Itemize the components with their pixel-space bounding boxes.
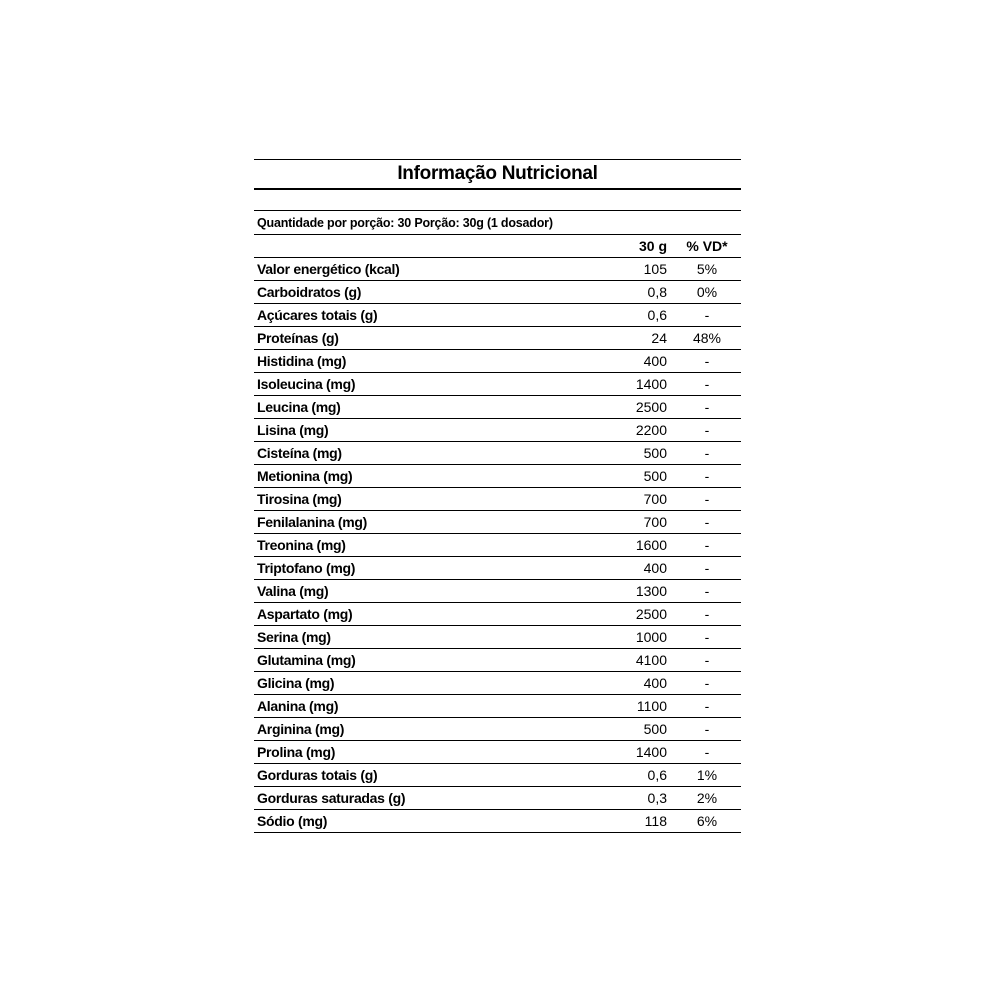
nutrient-daily-value: -: [704, 744, 710, 760]
column-header-row: [254, 235, 741, 258]
nutrient-daily-value: 48%: [692, 330, 722, 346]
nutrient-daily-value: -: [704, 675, 710, 691]
nutrient-row: [254, 419, 741, 442]
nutrient-quantity: 500: [643, 468, 667, 484]
column-header-nutrient: [254, 235, 587, 257]
nutrient-daily-value: -: [704, 560, 710, 576]
nutrient-name: Cisteína (mg): [257, 445, 342, 461]
label-title: Informação Nutricional: [254, 159, 741, 190]
nutrient-daily-value: -: [704, 537, 710, 553]
nutrient-row: [254, 281, 741, 304]
nutrient-name: Fenilalanina (mg): [257, 514, 368, 530]
nutrient-quantity: 2200: [635, 422, 667, 438]
nutrient-quantity: 1100: [636, 698, 667, 714]
nutrient-row: [254, 718, 741, 741]
nutrient-quantity: 0,6: [647, 307, 667, 323]
nutrient-quantity: 500: [643, 445, 667, 461]
nutrient-row: [254, 741, 741, 764]
nutrient-daily-value: -: [704, 376, 710, 392]
nutrient-name: Glicina (mg): [257, 675, 335, 691]
nutrient-name: Treonina (mg): [257, 537, 346, 553]
nutrient-quantity: 118: [644, 813, 667, 829]
serving-info: Quantidade por porção: 30 Porção: 30g (1 dosador): [254, 211, 741, 235]
nutrient-quantity: 400: [643, 560, 667, 576]
nutrient-daily-value: -: [704, 307, 710, 323]
nutrient-quantity: 400: [643, 675, 667, 691]
nutrient-row: [254, 557, 741, 580]
nutrient-row: [254, 488, 741, 511]
nutrient-name: Carboidratos (g): [257, 284, 362, 300]
nutrient-name: Tirosina (mg): [257, 491, 342, 507]
nutrient-row: [254, 810, 741, 833]
nutrient-quantity: 1300: [635, 583, 667, 599]
nutrient-name: Prolina (mg): [257, 744, 336, 760]
nutrient-daily-value: 1%: [696, 767, 718, 783]
nutrient-name: Lisina (mg): [257, 422, 329, 438]
nutrient-name: Gorduras saturadas (g): [257, 790, 406, 806]
nutrient-daily-value: 2%: [696, 790, 718, 806]
nutrient-name: Serina (mg): [257, 629, 331, 645]
nutrient-name: Aspartato (mg): [257, 606, 353, 622]
nutrient-quantity: 1400: [635, 744, 667, 760]
nutrient-row: [254, 373, 741, 396]
nutrient-daily-value: 5%: [696, 261, 718, 277]
nutrient-daily-value: -: [704, 353, 710, 369]
nutrition-label: [254, 159, 741, 833]
nutrient-daily-value: -: [704, 399, 710, 415]
title-spacer: [254, 190, 741, 211]
nutrient-row: [254, 350, 741, 373]
nutrient-quantity: 2500: [635, 399, 667, 415]
nutrient-daily-value: -: [704, 514, 710, 530]
nutrient-row: [254, 258, 741, 281]
nutrient-quantity: 0,8: [647, 284, 667, 300]
column-header-quantity: 30 g: [638, 238, 667, 254]
nutrient-row: [254, 603, 741, 626]
nutrient-name: Proteínas (g): [257, 330, 339, 346]
column-header-daily-value: % VD*: [686, 238, 728, 254]
nutrient-name: Metionina (mg): [257, 468, 353, 484]
nutrient-rows: [254, 258, 741, 833]
nutrient-daily-value: -: [704, 698, 710, 714]
nutrient-quantity: 700: [643, 491, 667, 507]
nutrient-daily-value: -: [704, 652, 710, 668]
nutrient-quantity: 0,3: [647, 790, 667, 806]
nutrient-row: [254, 327, 741, 350]
nutrient-name: Gorduras totais (g): [257, 767, 378, 783]
nutrient-daily-value: -: [704, 468, 710, 484]
nutrient-name: Triptofano (mg): [257, 560, 356, 576]
nutrient-row: [254, 304, 741, 327]
nutrient-daily-value: -: [704, 445, 710, 461]
nutrient-name: Valor energético (kcal): [257, 261, 400, 277]
nutrient-quantity: 4100: [635, 652, 667, 668]
nutrient-quantity: 500: [643, 721, 667, 737]
nutrient-daily-value: -: [704, 629, 710, 645]
nutrient-row: [254, 764, 741, 787]
nutrient-daily-value: -: [704, 721, 710, 737]
nutrient-quantity: 700: [643, 514, 667, 530]
nutrient-daily-value: 6%: [696, 813, 718, 829]
nutrient-row: [254, 534, 741, 557]
nutrient-daily-value: -: [704, 422, 710, 438]
nutrient-quantity: 24: [651, 330, 667, 346]
nutrient-daily-value: -: [704, 491, 710, 507]
nutrient-quantity: 1000: [635, 629, 667, 645]
nutrient-row: [254, 580, 741, 603]
nutrient-row: [254, 465, 741, 488]
nutrient-quantity: 105: [643, 261, 667, 277]
nutrient-quantity: 2500: [635, 606, 667, 622]
nutrient-row: [254, 511, 741, 534]
nutrient-row: [254, 649, 741, 672]
nutrient-row: [254, 695, 741, 718]
nutrient-row: [254, 442, 741, 465]
nutrient-name: Alanina (mg): [257, 698, 339, 714]
nutrient-name: Glutamina (mg): [257, 652, 356, 668]
nutrient-name: Valina (mg): [257, 583, 329, 599]
nutrient-quantity: 0,6: [647, 767, 667, 783]
nutrient-row: [254, 672, 741, 695]
nutrient-quantity: 400: [643, 353, 667, 369]
nutrient-name: Açúcares totais (g): [257, 307, 378, 323]
nutrient-row: [254, 626, 741, 649]
nutrient-daily-value: -: [704, 583, 710, 599]
nutrient-quantity: 1400: [635, 376, 667, 392]
nutrient-quantity: 1600: [635, 537, 667, 553]
nutrient-name: Sódio (mg): [257, 813, 328, 829]
nutrient-daily-value: -: [704, 606, 710, 622]
nutrient-name: Histidina (mg): [257, 353, 347, 369]
nutrient-name: Leucina (mg): [257, 399, 341, 415]
nutrient-row: [254, 396, 741, 419]
nutrient-row: [254, 787, 741, 810]
nutrient-name: Isoleucina (mg): [257, 376, 356, 392]
nutrient-name: Arginina (mg): [257, 721, 345, 737]
nutrient-daily-value: 0%: [696, 284, 718, 300]
